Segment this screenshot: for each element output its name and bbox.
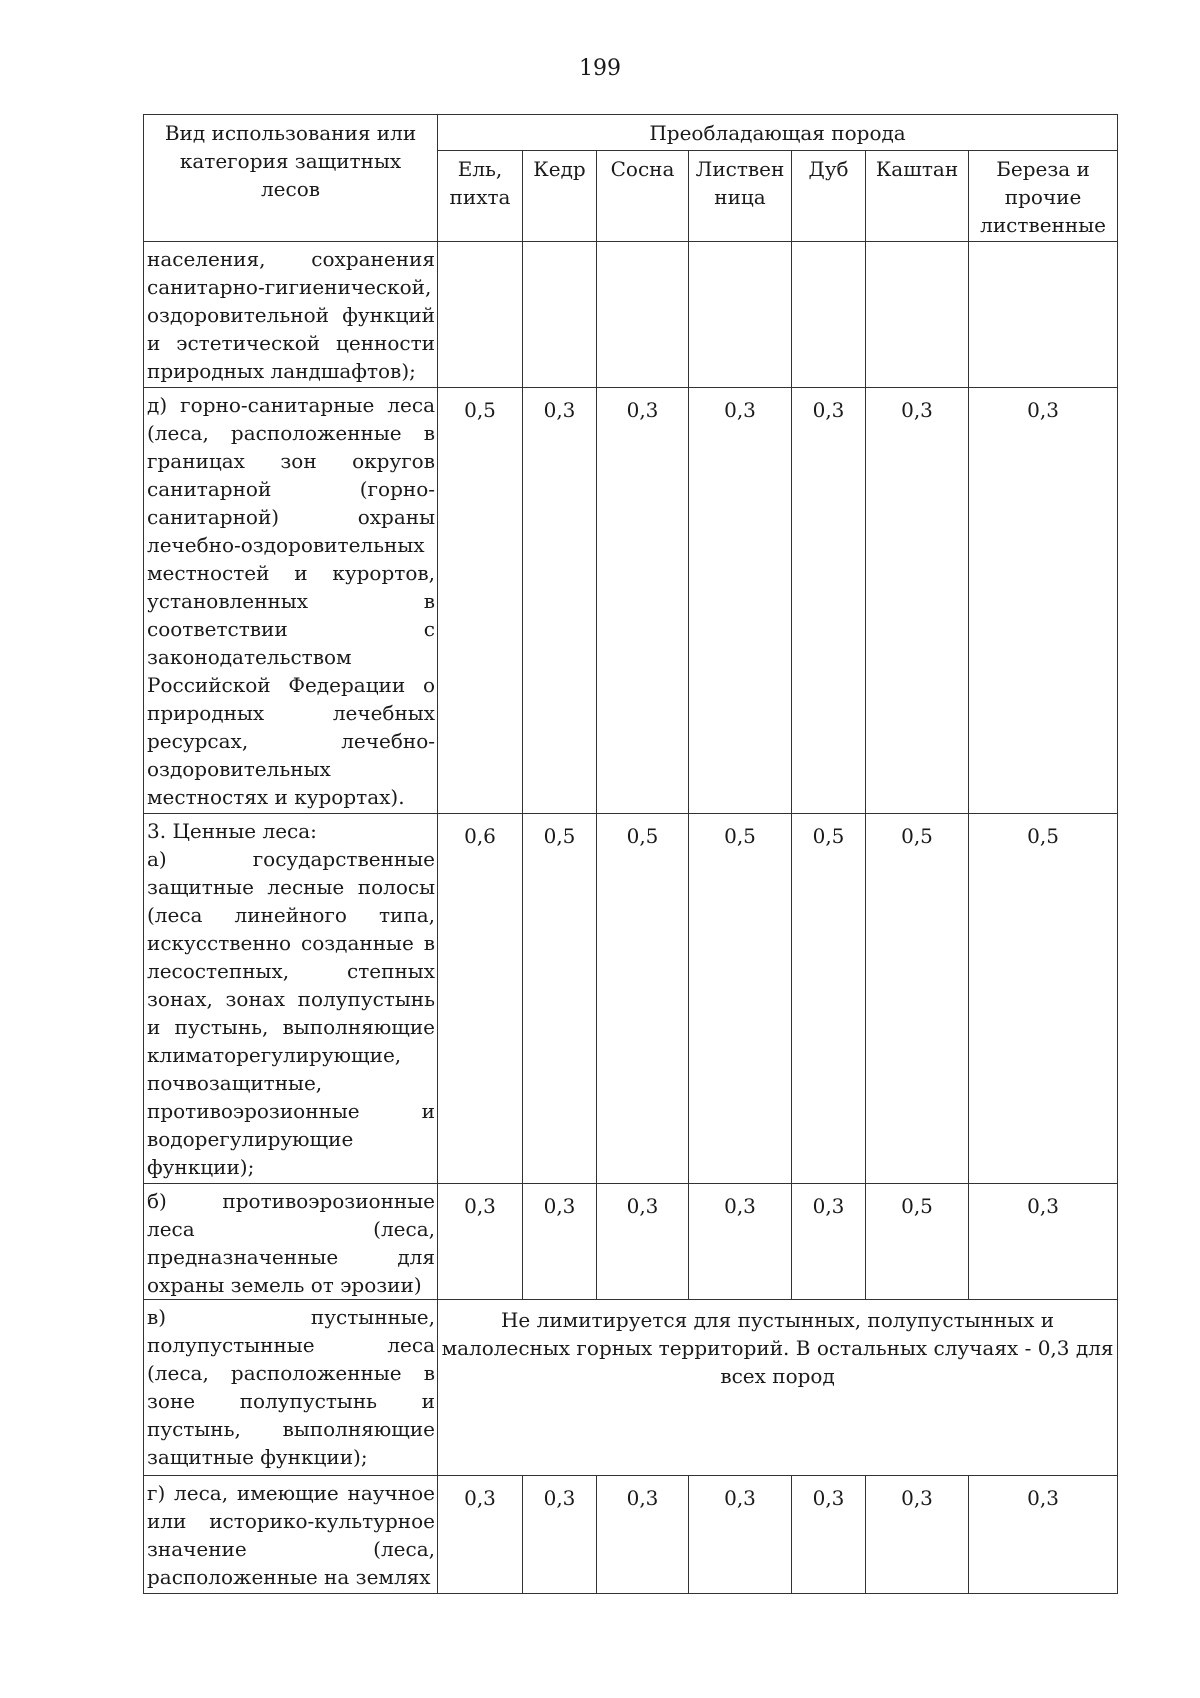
value-cell: 0,3 <box>597 1476 689 1594</box>
value-cell: 0,3 <box>597 1184 689 1300</box>
usage-column-header: Вид использования или категория защитных лесов <box>144 115 438 242</box>
value-cell: 0,3 <box>438 1476 523 1594</box>
species-header-larch: Листвен ница <box>689 151 792 242</box>
value-cell: 0,6 <box>438 814 523 1184</box>
value-cell: 0,3 <box>792 1476 866 1594</box>
value-cell: 0,5 <box>597 814 689 1184</box>
value-cell: 0,3 <box>689 388 792 814</box>
value-cell: 0,3 <box>792 1184 866 1300</box>
value-cell: 0,5 <box>792 814 866 1184</box>
species-header-pine: Сосна <box>597 151 689 242</box>
value-cell <box>597 242 689 388</box>
value-cell: 0,3 <box>438 1184 523 1300</box>
value-cell <box>866 242 969 388</box>
value-cell: 0,3 <box>523 388 597 814</box>
value-cell <box>689 242 792 388</box>
value-cell: 0,5 <box>866 1184 969 1300</box>
value-cell: 0,5 <box>689 814 792 1184</box>
value-cell <box>438 242 523 388</box>
value-cell: 0,3 <box>969 388 1118 814</box>
value-cell: 0,5 <box>438 388 523 814</box>
value-cell: 0,3 <box>597 388 689 814</box>
row-description: д) горно-санитарные леса (леса, расположенные в границах зон округов санитарной (горно-санитарной) охраны лечебно-оздоровительных местностей и курортов, установленных в соответствии с законодательством Российской Федерации о природных лечебных ресурсах, лечебно-оздоровительных местностях и курортах). <box>144 388 438 814</box>
table-row <box>144 242 1118 388</box>
row-description-text: а) государственные защитные лесные полосы (леса линейного типа, искусственно созданные в лесостепных, степных зонах, зонах полупустынь и пустынь, выполняющие климаторегулирующие, почвозащитные, противоэрозионные и водорегулирующие функции); <box>147 847 435 1179</box>
species-header-birch-other: Береза и прочие лиственные <box>969 151 1118 242</box>
merged-note-cell: Не лимитируется для пустынных, полупустынных и малолесных горных территорий. В остальных случаях - 0,3 для всех пород <box>438 1300 1118 1476</box>
value-cell: 0,3 <box>689 1476 792 1594</box>
value-cell: 0,3 <box>969 1476 1118 1594</box>
value-cell: 0,3 <box>523 1184 597 1300</box>
value-cell <box>969 242 1118 388</box>
table-row <box>144 1184 1118 1300</box>
row-description: населения, сохранения санитарно-гигиенической, оздоровительной функций и эстетической ценности природных ландшафтов); <box>144 242 438 388</box>
value-cell: 0,3 <box>689 1184 792 1300</box>
row-description: в) пустынные, полупустынные леса (леса, расположенные в зоне полупустынь и пустынь, выполняющие защитные функции); <box>144 1300 438 1476</box>
section-heading: 3. Ценные леса: <box>147 819 317 843</box>
species-group-header: Преобладающая порода <box>438 115 1118 151</box>
value-cell: 0,5 <box>866 814 969 1184</box>
species-header-spruce-fir: Ель, пихта <box>438 151 523 242</box>
row-description: б) противоэрозионные леса (леса, предназначенные для охраны земель от эрозии) <box>144 1184 438 1300</box>
value-cell <box>792 242 866 388</box>
value-cell <box>523 242 597 388</box>
value-cell: 0,3 <box>866 1476 969 1594</box>
table-row <box>144 1300 1118 1476</box>
forest-usage-table <box>143 114 1118 1594</box>
row-description: г) леса, имеющие научное или историко-культурное значение (леса, расположенные на землях <box>144 1476 438 1594</box>
value-cell: 0,3 <box>792 388 866 814</box>
species-header-cedar: Кедр <box>523 151 597 242</box>
value-cell: 0,3 <box>969 1184 1118 1300</box>
value-cell: 0,5 <box>523 814 597 1184</box>
value-cell: 0,3 <box>866 388 969 814</box>
table-row <box>144 1476 1118 1594</box>
table-row <box>144 388 1118 814</box>
value-cell: 0,5 <box>969 814 1118 1184</box>
species-header-oak: Дуб <box>792 151 866 242</box>
table-row <box>144 814 1118 1184</box>
species-header-chestnut: Каштан <box>866 151 969 242</box>
row-description <box>144 814 438 1184</box>
page-number: 199 <box>579 56 621 81</box>
value-cell: 0,3 <box>523 1476 597 1594</box>
